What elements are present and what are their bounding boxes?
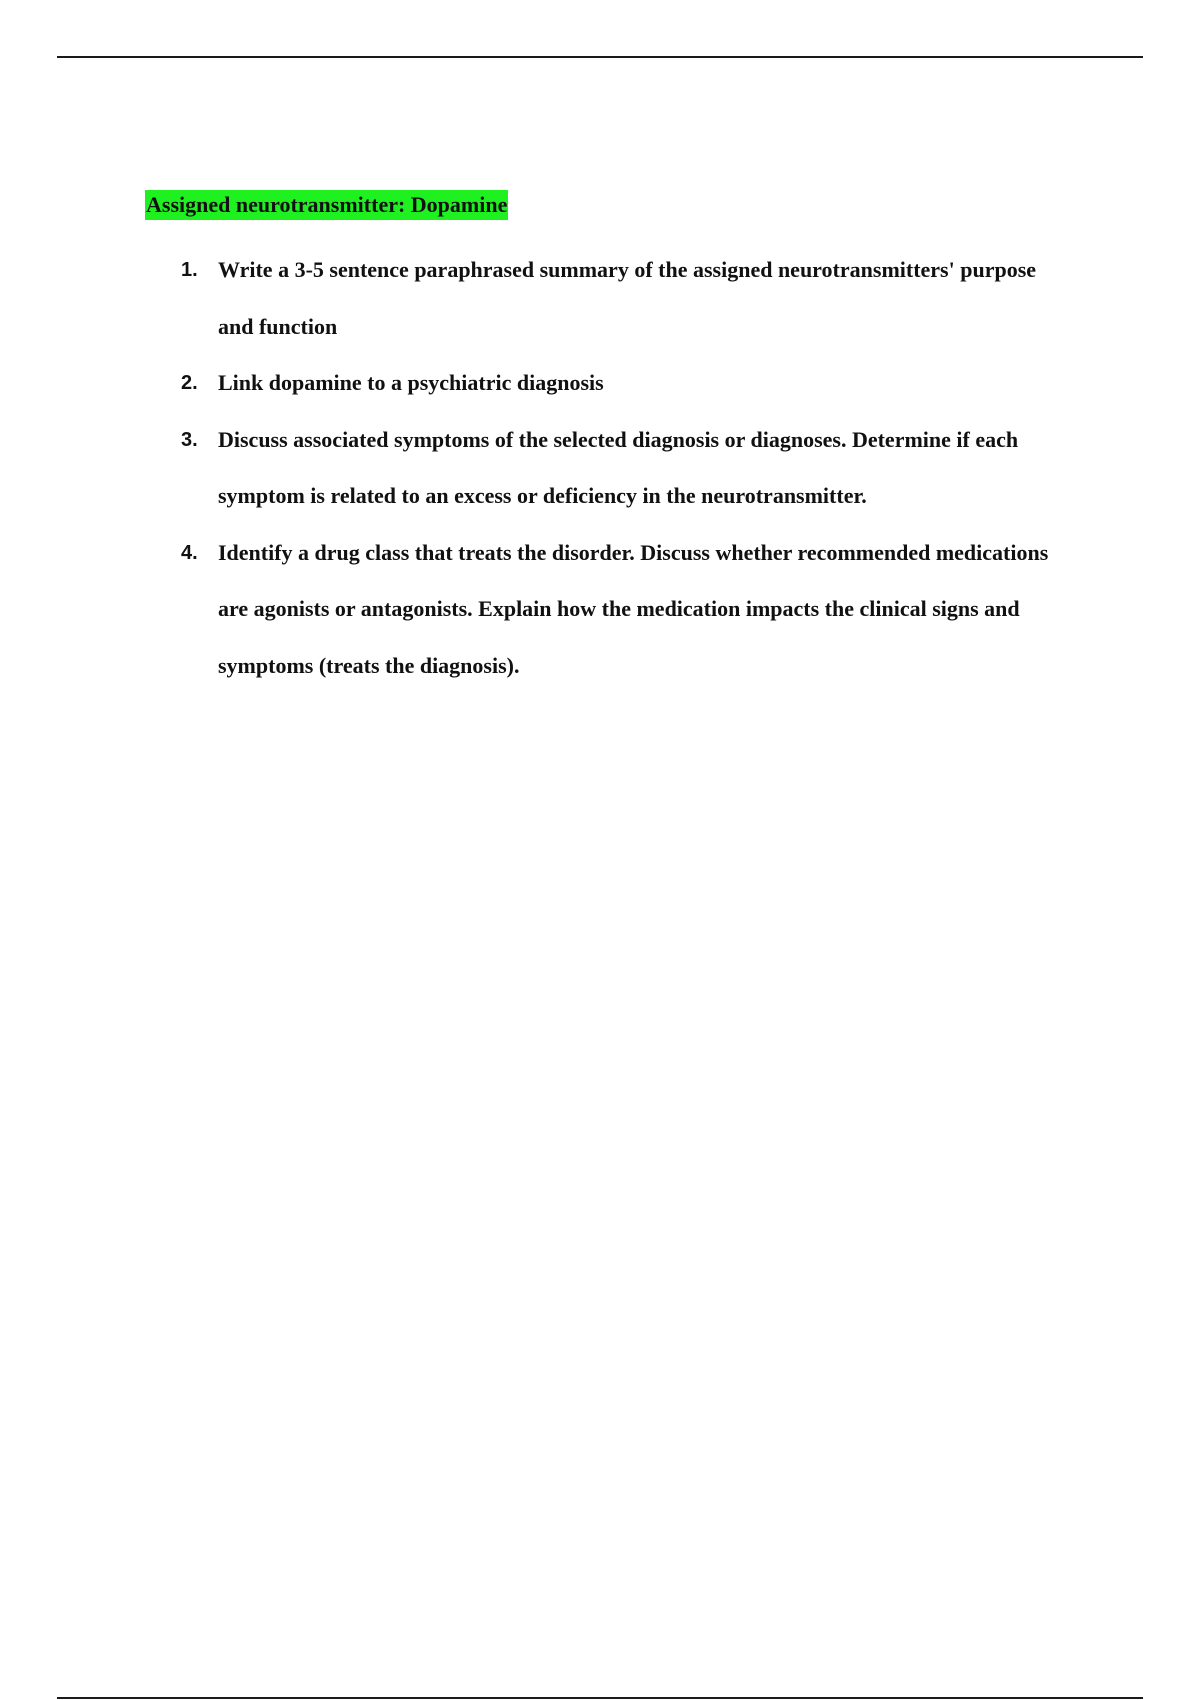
document-body — [145, 190, 1065, 694]
list-item — [145, 525, 1065, 695]
list-item-text: Discuss associated symptoms of the selected diagnosis or diagnoses. Determine if each symptom is related to an excess or deficiency in the neurotransmitter. — [218, 426, 1019, 508]
list-item — [145, 355, 1065, 412]
top-page-rule — [57, 56, 1143, 58]
list-item-text: Identify a drug class that treats the disorder. Discuss whether recommended medications are agonists or antagonists. Explain how the medication impacts the clinical signs and symptoms (treats the diagnosis). — [218, 539, 1049, 678]
list-item — [145, 242, 1065, 355]
list-item-text: Write a 3-5 sentence paraphrased summary of the assigned neurotransmitters' purpose and function — [218, 257, 1037, 339]
list-item-text: Link dopamine to a psychiatric diagnosis — [218, 370, 604, 395]
list-item — [145, 412, 1065, 525]
list-item-number: 3. — [181, 428, 198, 451]
bottom-page-rule — [57, 1697, 1143, 1699]
list-item-number: 4. — [181, 541, 198, 564]
task-list — [145, 242, 1065, 694]
list-item-number: 2. — [181, 372, 198, 394]
list-item-number: 1. — [181, 259, 198, 281]
assigned-neurotransmitter-heading: Assigned neurotransmitter: Dopamine — [145, 190, 508, 220]
